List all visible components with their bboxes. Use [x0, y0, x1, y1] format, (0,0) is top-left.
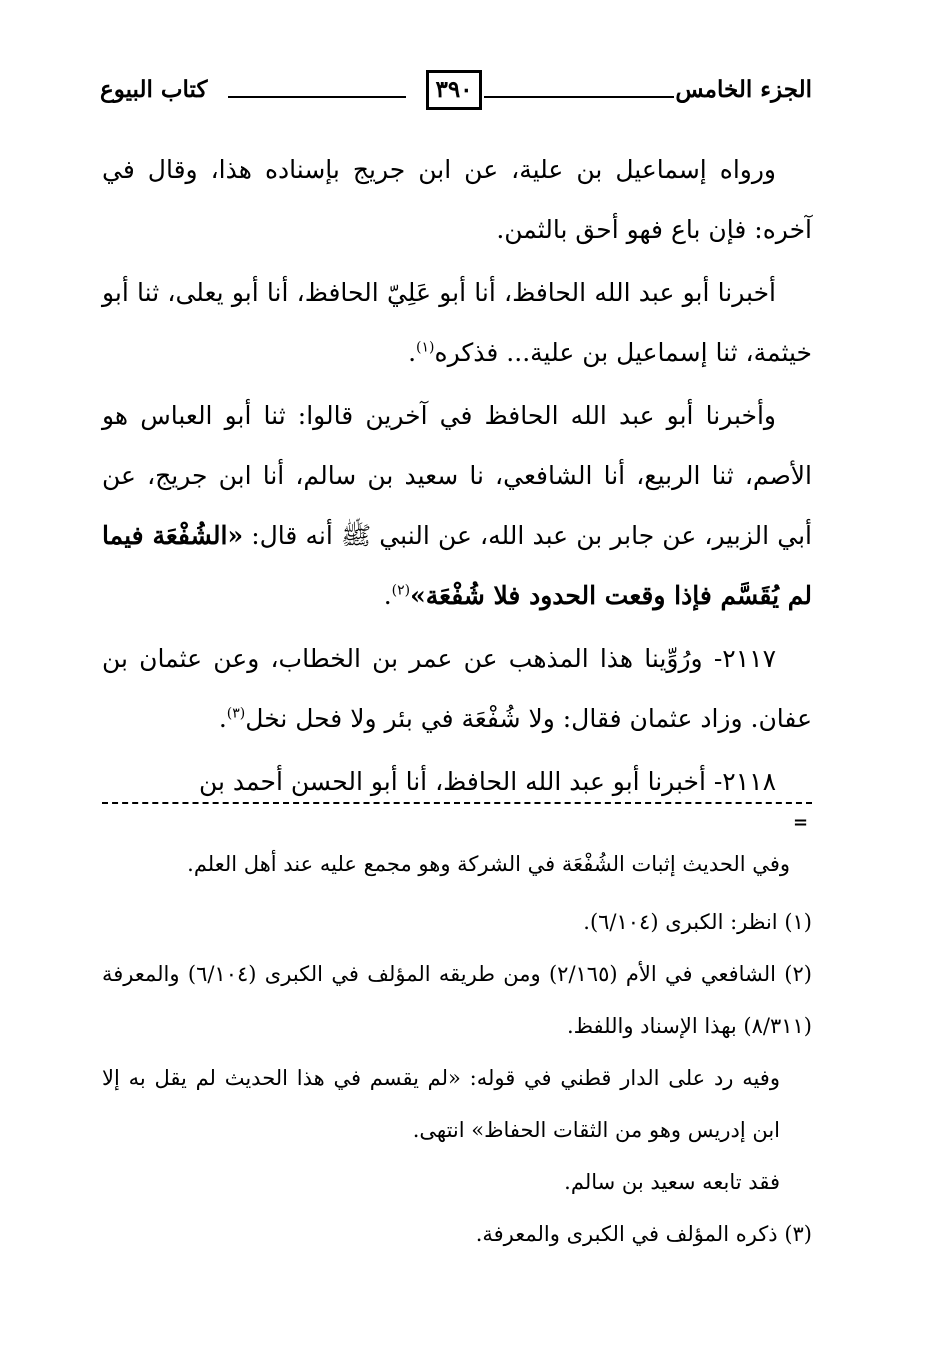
- footnote-2-conclusion: فقد تابعه سعيد بن سالم.: [564, 1170, 780, 1194]
- paragraph: [102, 140, 812, 260]
- footnote-1: (١) انظر: الكبرى (٦/١٠٤).: [583, 910, 812, 934]
- paragraph-text: وأخبرنا أبو عبد الله الحافظ في آخرين قالوا: ثنا أبو العباس هو الأصم، ثنا الربيع، أنا الشافعي، نا سعيد بن سالم، أنا ابن جريج، عن أبي الزبير، عن جابر بن عبد الله، عن النبي ﷺ أنه قال:: [102, 401, 813, 550]
- footnote-2: (٢) الشافعي في الأم (٢/١٦٥) ومن طريقه المؤلف في الكبرى (٦/١٠٤) والمعرفة (٨/٣١١) بهذا الإسناد واللفظ.: [102, 962, 812, 1038]
- header-rule-right: [484, 96, 674, 98]
- paragraph-text: ورواه إسماعيل بن علية، عن ابن جريج بإسناده هذا، وقال في آخره: فإن باع فهو أحق بالثمن.: [102, 155, 812, 244]
- part-title: الجزء الخامس: [675, 76, 812, 103]
- footnote-ref: (٣): [226, 705, 246, 722]
- page-number: ٣٩٠: [426, 70, 482, 110]
- punctuation: .: [383, 581, 392, 610]
- hadith-quote: «الشُفْعَة فيما لم يُقَسَّم فإذا وقعت الحدود فلا شُفْعَة»: [102, 521, 812, 610]
- paragraph: [102, 263, 812, 383]
- footnote-2-remark: وفيه رد على الدار قطني في قوله: «لم يقسم في هذا الحديث لم يقل به إلا ابن إدريس وهو من الثقات الحفاظ» انتهى.: [102, 1066, 780, 1142]
- paragraph-text: ٢١١٧- ورُوِّينا هذا المذهب عن عمر بن الخطاب، وعن عثمان بن عفان. وزاد عثمان فقال: ولا شُفْعَة في بئر ولا فحل نخل: [102, 644, 812, 733]
- header-rule-left: [228, 96, 406, 98]
- page-header: [100, 66, 812, 118]
- punctuation: .: [218, 704, 227, 733]
- punctuation: .: [408, 338, 417, 367]
- footnotes: [102, 838, 812, 1260]
- chapter-title: كتاب البيوع: [100, 76, 208, 103]
- paragraph: [102, 386, 812, 626]
- footnote-3: (٣) ذكره المؤلف في الكبرى والمعرفة.: [475, 1222, 812, 1246]
- paragraph-text: أخبرنا أبو عبد الله الحافظ، أنا أبو عَلِيّ الحافظ، أنا أبو يعلى، ثنا أبو خيثمة، ثنا إسماعيل بن علية... فذكره: [102, 278, 812, 367]
- footnote-continuation: وفي الحديث إثبات الشُفْعَة في الشركة وهو مجمع عليه عند أهل العلم.: [187, 852, 790, 876]
- main-text: [102, 140, 812, 815]
- footnote-ref: (١): [416, 339, 435, 356]
- paragraph: [102, 629, 812, 749]
- paragraph-text: ٢١١٨- أخبرنا أبو عبد الله الحافظ، أنا أبو الحسن أحمد بن: [199, 767, 776, 796]
- footnote-ref: (٢): [391, 582, 411, 599]
- continuation-mark: =: [793, 812, 809, 833]
- footnote-separator: [102, 802, 812, 804]
